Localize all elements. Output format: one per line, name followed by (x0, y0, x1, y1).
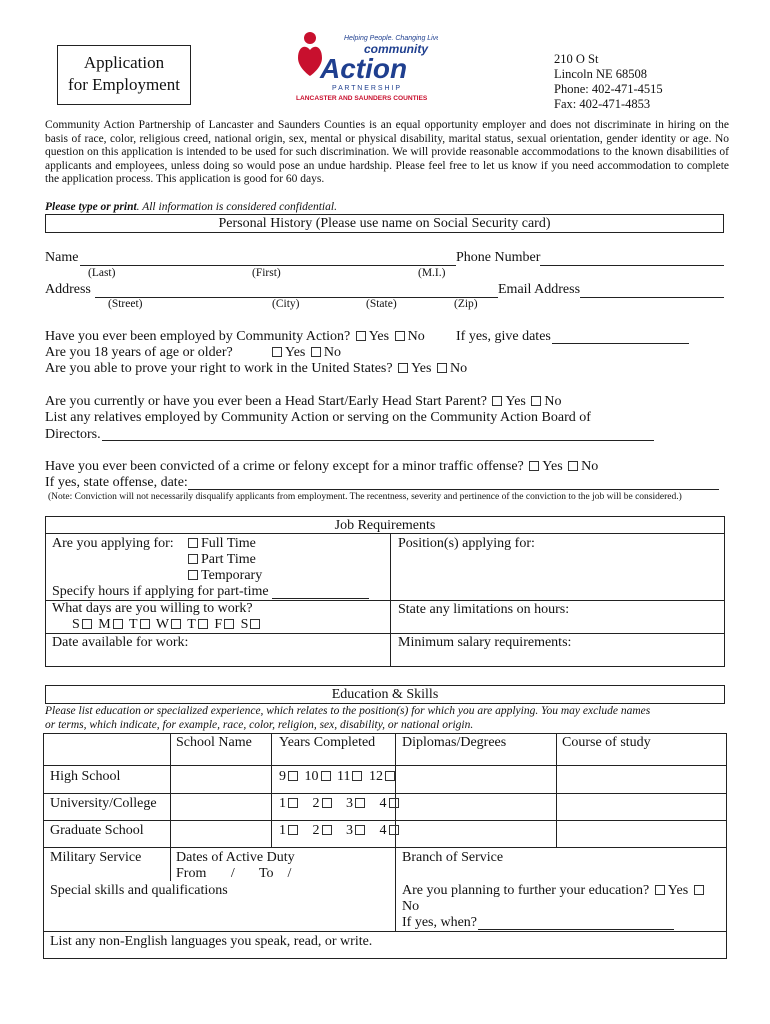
age-yes-checkbox[interactable] (272, 347, 282, 357)
offense-field[interactable] (188, 489, 719, 490)
if-yes-when-field[interactable] (478, 929, 674, 930)
special-skills-label: Special skills and qualifications (50, 883, 228, 898)
year-10-checkbox[interactable] (321, 771, 331, 781)
temporary-option (186, 568, 262, 584)
date-available-label: Date available for work: (52, 635, 189, 650)
part-time-checkbox[interactable] (188, 554, 198, 564)
specify-hours-label: Specify hours if applying for part-time (52, 584, 269, 599)
day-wednesday: W (155, 617, 170, 632)
edu-row-line-4 (43, 847, 727, 848)
grad-year-4-checkbox[interactable] (389, 825, 399, 835)
yes-label: Yes (411, 361, 432, 376)
year-11-checkbox[interactable] (352, 771, 362, 781)
graduate-years (279, 823, 402, 839)
instruction-bold: Please type or print (45, 201, 137, 213)
community-action-logo (292, 28, 438, 104)
univ-year-4-checkbox[interactable] (389, 798, 399, 808)
col-years-completed: Years Completed (279, 735, 376, 750)
title-line-1: Application (83, 53, 165, 72)
limitations-label: State any limitations on hours: (398, 602, 570, 617)
year-12-checkbox[interactable] (385, 771, 395, 781)
no-label: No (544, 394, 562, 409)
city-caption: (City) (272, 298, 300, 310)
yes-label: Yes (368, 329, 390, 344)
if-yes-when-label: If yes, when? (402, 915, 478, 930)
col-school-name: School Name (176, 735, 252, 750)
logo-community: community (364, 42, 429, 56)
headstart-yes-checkbox[interactable] (492, 396, 502, 406)
job-row-divider-2 (45, 633, 725, 634)
email-field[interactable] (580, 297, 724, 298)
further-yes-checkbox[interactable] (655, 885, 665, 895)
logo-tagline: Helping People. Changing Lives. (344, 35, 438, 42)
min-salary-label: Minimum salary requirements: (398, 635, 572, 650)
convicted-no-checkbox[interactable] (568, 461, 578, 471)
grad-year-2-checkbox[interactable] (322, 825, 332, 835)
row-graduate: Graduate School (50, 823, 144, 838)
univ-year-1: 1 (279, 796, 286, 811)
year-9-checkbox[interactable] (288, 771, 298, 781)
tuesday-checkbox[interactable] (140, 619, 150, 629)
headstart-no-checkbox[interactable] (531, 396, 541, 406)
temporary-checkbox[interactable] (188, 570, 198, 580)
monday-checkbox[interactable] (113, 619, 123, 629)
row-military: Military Service (50, 850, 142, 865)
personal-history-heading: Personal History (Please use name on Social Security card) (218, 216, 551, 231)
q-convicted (45, 459, 598, 475)
logo-counties: LANCASTER AND SAUNDERS COUNTIES (296, 95, 428, 102)
title-line-2: for Employment (68, 75, 180, 94)
row-high-school: High School (50, 769, 121, 784)
yes-label: Yes (505, 394, 526, 409)
wednesday-checkbox[interactable] (171, 619, 181, 629)
row-university: University/College (50, 796, 157, 811)
full-time-checkbox[interactable] (188, 538, 198, 548)
education-note-2: or terms, which indicate, for example, race, color, religion, sex, disability, or national origin. (45, 719, 474, 731)
address-line-2: Lincoln NE 68508 (554, 67, 648, 81)
title-box (57, 45, 191, 105)
grad-year-1-checkbox[interactable] (288, 825, 298, 835)
day-friday: F (214, 617, 223, 632)
further-education (402, 883, 707, 899)
q-18-text: Are you 18 years of age or older? (45, 345, 233, 360)
no-label: No (407, 329, 425, 344)
q-18-options (270, 345, 341, 361)
further-ed-question: Are you planning to further your education? (402, 883, 650, 898)
phone-line: Phone: 402-471-4515 (554, 82, 663, 96)
zip-caption: (Zip) (454, 298, 478, 310)
instruction-line (45, 201, 337, 213)
address-block (554, 52, 663, 112)
day-sunday: S (72, 617, 80, 632)
specify-hours-field[interactable] (272, 598, 369, 599)
branch-of-service: Branch of Service (402, 850, 504, 865)
yes-label: Yes (285, 345, 306, 360)
convicted-yes-checkbox[interactable] (529, 461, 539, 471)
friday-checkbox[interactable] (224, 619, 234, 629)
edu-col-line-4 (556, 733, 557, 847)
fax-line: Fax: 402-471-4853 (554, 97, 651, 111)
employed-yes-checkbox[interactable] (356, 331, 366, 341)
conviction-note: (Note: Conviction will not necessarily disqualify applicants from employment. The recentness, severity and pertinence of the conviction to the job will be considered.) (48, 492, 682, 502)
grad-year-3-checkbox[interactable] (355, 825, 365, 835)
personal-history-heading-box (45, 214, 724, 233)
dates-active-duty: Dates of Active Duty (176, 850, 295, 865)
education-heading: Education & Skills (331, 687, 439, 702)
state-caption: (State) (366, 298, 397, 310)
applying-for-label: Are you applying for: (52, 536, 174, 551)
grad-year-3: 3 (346, 823, 353, 838)
no-label: No (449, 361, 468, 376)
day-thursday: T (187, 617, 196, 632)
q-prove-text: Are you able to prove your right to work in the United States? (45, 361, 393, 376)
job-requirements-heading: Job Requirements (334, 518, 436, 533)
employed-dates-field[interactable] (552, 343, 689, 344)
edu-row-line-3 (43, 820, 727, 821)
no-label: No (581, 459, 599, 474)
instruction-rest: . All information is considered confidential. (136, 201, 337, 213)
year-9: 9 (279, 769, 286, 784)
prove-yes-checkbox[interactable] (398, 363, 408, 373)
further-yes-label: Yes (667, 883, 689, 898)
education-table (43, 733, 727, 959)
sunday-checkbox[interactable] (82, 619, 92, 629)
year-12: 12 (368, 769, 383, 784)
name-label: Name (45, 250, 79, 265)
year-10: 10 (304, 769, 319, 784)
street-caption: (Street) (108, 298, 143, 310)
col-course: Course of study (562, 735, 651, 750)
q-relatives-line-1: List any relatives employed by Community Action or serving on the Community Action Board of (45, 410, 591, 425)
q-prove (45, 361, 467, 377)
q-employed-text: Have you ever been employed by Community Action? (45, 329, 351, 344)
edu-col-line-2 (271, 733, 272, 847)
edu-row-line-2 (43, 793, 727, 794)
univ-year-4: 4 (379, 796, 387, 811)
last-caption: (Last) (88, 267, 116, 279)
positions-label: Position(s) applying for: (398, 536, 535, 551)
full-time-label: Full Time (201, 536, 256, 551)
languages-label: List any non-English languages you speak, read, or write. (50, 934, 373, 949)
q-convicted-text: Have you ever been convicted of a crime or felony except for a minor traffic offense? (45, 459, 524, 474)
part-time-option (186, 552, 256, 568)
logo-action: Action (320, 53, 408, 84)
first-caption: (First) (252, 267, 281, 279)
email-label: Email Address (498, 282, 581, 297)
thursday-checkbox[interactable] (198, 619, 208, 629)
col-diplomas: Diplomas/Degrees (402, 735, 507, 750)
employed-dates-label: If yes, give dates (456, 329, 551, 344)
day-tuesday: T (129, 617, 138, 632)
address-label: Address (45, 282, 91, 297)
further-no-checkbox[interactable] (694, 885, 704, 895)
grad-year-2: 2 (312, 823, 320, 838)
yes-label: Yes (542, 459, 563, 474)
days-checkboxes (72, 617, 263, 633)
univ-year-3-checkbox[interactable] (355, 798, 365, 808)
day-monday: M (98, 617, 111, 632)
q-headstart (45, 394, 561, 410)
univ-year-2-checkbox[interactable] (322, 798, 332, 808)
logo-partnership: P A R T N E R S H I P (332, 85, 401, 92)
q-relatives-line-2: Directors. (45, 427, 101, 442)
mi-caption: (M.I.) (418, 267, 446, 279)
edu-row-line-1 (43, 765, 727, 766)
education-heading-box (45, 685, 725, 704)
edu-col-line-1 (170, 733, 171, 881)
univ-year-2: 2 (312, 796, 320, 811)
further-no-label: No (402, 899, 420, 914)
name-field[interactable] (80, 265, 456, 266)
prove-no-checkbox[interactable] (437, 363, 447, 373)
univ-year-1-checkbox[interactable] (288, 798, 298, 808)
employed-no-checkbox[interactable] (395, 331, 405, 341)
age-no-checkbox[interactable] (311, 347, 321, 357)
days-question: What days are you willing to work? (52, 601, 253, 616)
edu-row-line-5 (43, 931, 727, 932)
grad-year-4: 4 (379, 823, 387, 838)
temporary-label: Temporary (201, 568, 263, 583)
phone-label: Phone Number (456, 250, 541, 265)
relatives-field[interactable] (102, 440, 654, 441)
full-time-option (186, 536, 256, 552)
day-saturday: S (240, 617, 249, 632)
education-note-1: Please list education or specialized experience, which relates to the position(s) for which you are applying. You may exclude names (45, 705, 651, 717)
university-years (279, 796, 402, 812)
phone-field[interactable] (540, 265, 724, 266)
q-state-offense: If yes, state offense, date: (45, 475, 188, 490)
eeo-paragraph: Community Action Partnership of Lancaster and Saunders Counties is an equal opportunity employer and does not discriminate in hiring on the basis of race, color, religious creed, national origin, sex, mental or physical disability, marital status, sexual orientation, gender identity or age. No question on this application is intended to be used for such discrimination. We will provide reasonable accommodations to the known disabilities of applicants and employees, unless doing so would pose an undue hardship. Please feel free to let us know if you need accommodation to complete the application process. This application is good for 60 days. (45, 119, 729, 185)
job-heading-divider (45, 533, 725, 534)
grad-year-1: 1 (279, 823, 286, 838)
part-time-label: Part Time (201, 552, 256, 567)
univ-year-3: 3 (346, 796, 353, 811)
q-headstart-text: Are you currently or have you ever been a Head Start/Early Head Start Parent? (45, 394, 487, 409)
from-to-label: From / To / (176, 866, 292, 881)
q-employed (45, 329, 425, 345)
logo-graphic (292, 28, 438, 104)
high-school-years (279, 769, 398, 785)
year-11: 11 (337, 769, 351, 784)
no-label: No (323, 345, 341, 360)
address-line-1: 210 O St (554, 52, 599, 66)
saturday-checkbox[interactable] (250, 619, 260, 629)
